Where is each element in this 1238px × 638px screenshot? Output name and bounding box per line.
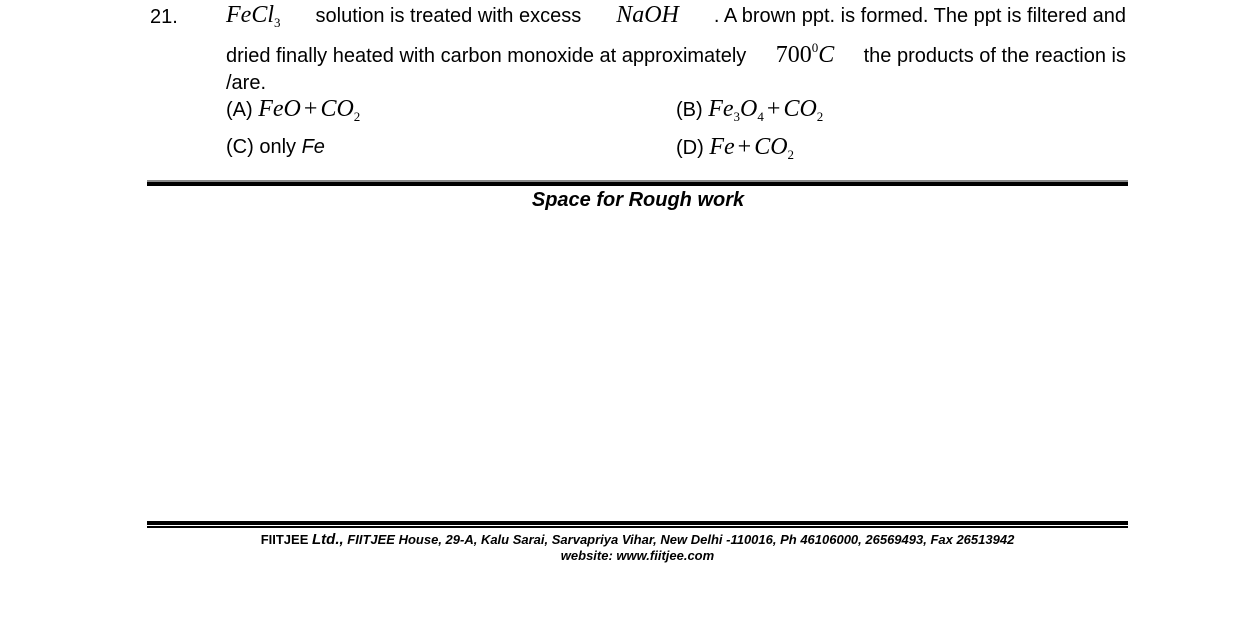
formula-naoh: NaOH [616, 2, 679, 28]
footer-address: FIITJEE House, 29-A, Kalu Sarai, Sarvapriya Vihar, New Delhi -110016, Ph 46106000, 26569493, Fax 26513942 [347, 532, 1015, 547]
option-b-formula: $Fe_3O_4 + CO_2$ [708, 96, 824, 124]
footer-address-line [147, 532, 1128, 548]
footer-brand: FIITJEE [260, 532, 309, 547]
option-d[interactable] [676, 134, 794, 161]
option-a-formula: FeO + $CO_2$ [258, 96, 361, 124]
bottom-divider [147, 521, 1128, 528]
question-text-2: . A brown ppt. is formed. The ppt is filtered and [713, 5, 1126, 27]
question-line-3: /are. [226, 72, 267, 94]
footer-website: website: www.fiitjee.com [560, 548, 715, 563]
question-line-2 [226, 42, 1126, 69]
temperature: $700^0C$ [775, 40, 835, 68]
option-c-formula: Fe [301, 136, 325, 158]
option-c-label: (C) only [226, 136, 297, 158]
question-text-3: dried finally heated with carbon monoxide at approximately [226, 45, 747, 67]
top-divider [147, 180, 1128, 186]
question-number: 21. [150, 6, 178, 28]
page-footer [147, 532, 1128, 564]
question-text-1: solution is treated with excess [315, 5, 582, 27]
footer-ltd: Ltd., [312, 531, 344, 548]
formula-fecl3: FeCl$_3$ [226, 2, 281, 30]
option-a[interactable] [226, 96, 360, 123]
option-a-label: (A) [226, 99, 253, 121]
question-text-4: the products of the reaction is [863, 45, 1126, 67]
question-line-1 [226, 2, 1126, 29]
rough-work-heading: Space for Rough work [531, 189, 745, 211]
option-b[interactable] [676, 96, 823, 123]
option-b-label: (B) [676, 99, 703, 121]
option-c[interactable] [226, 136, 325, 159]
option-d-label: (D) [676, 137, 704, 159]
option-d-formula: $Fe + CO_2$ [709, 134, 795, 162]
